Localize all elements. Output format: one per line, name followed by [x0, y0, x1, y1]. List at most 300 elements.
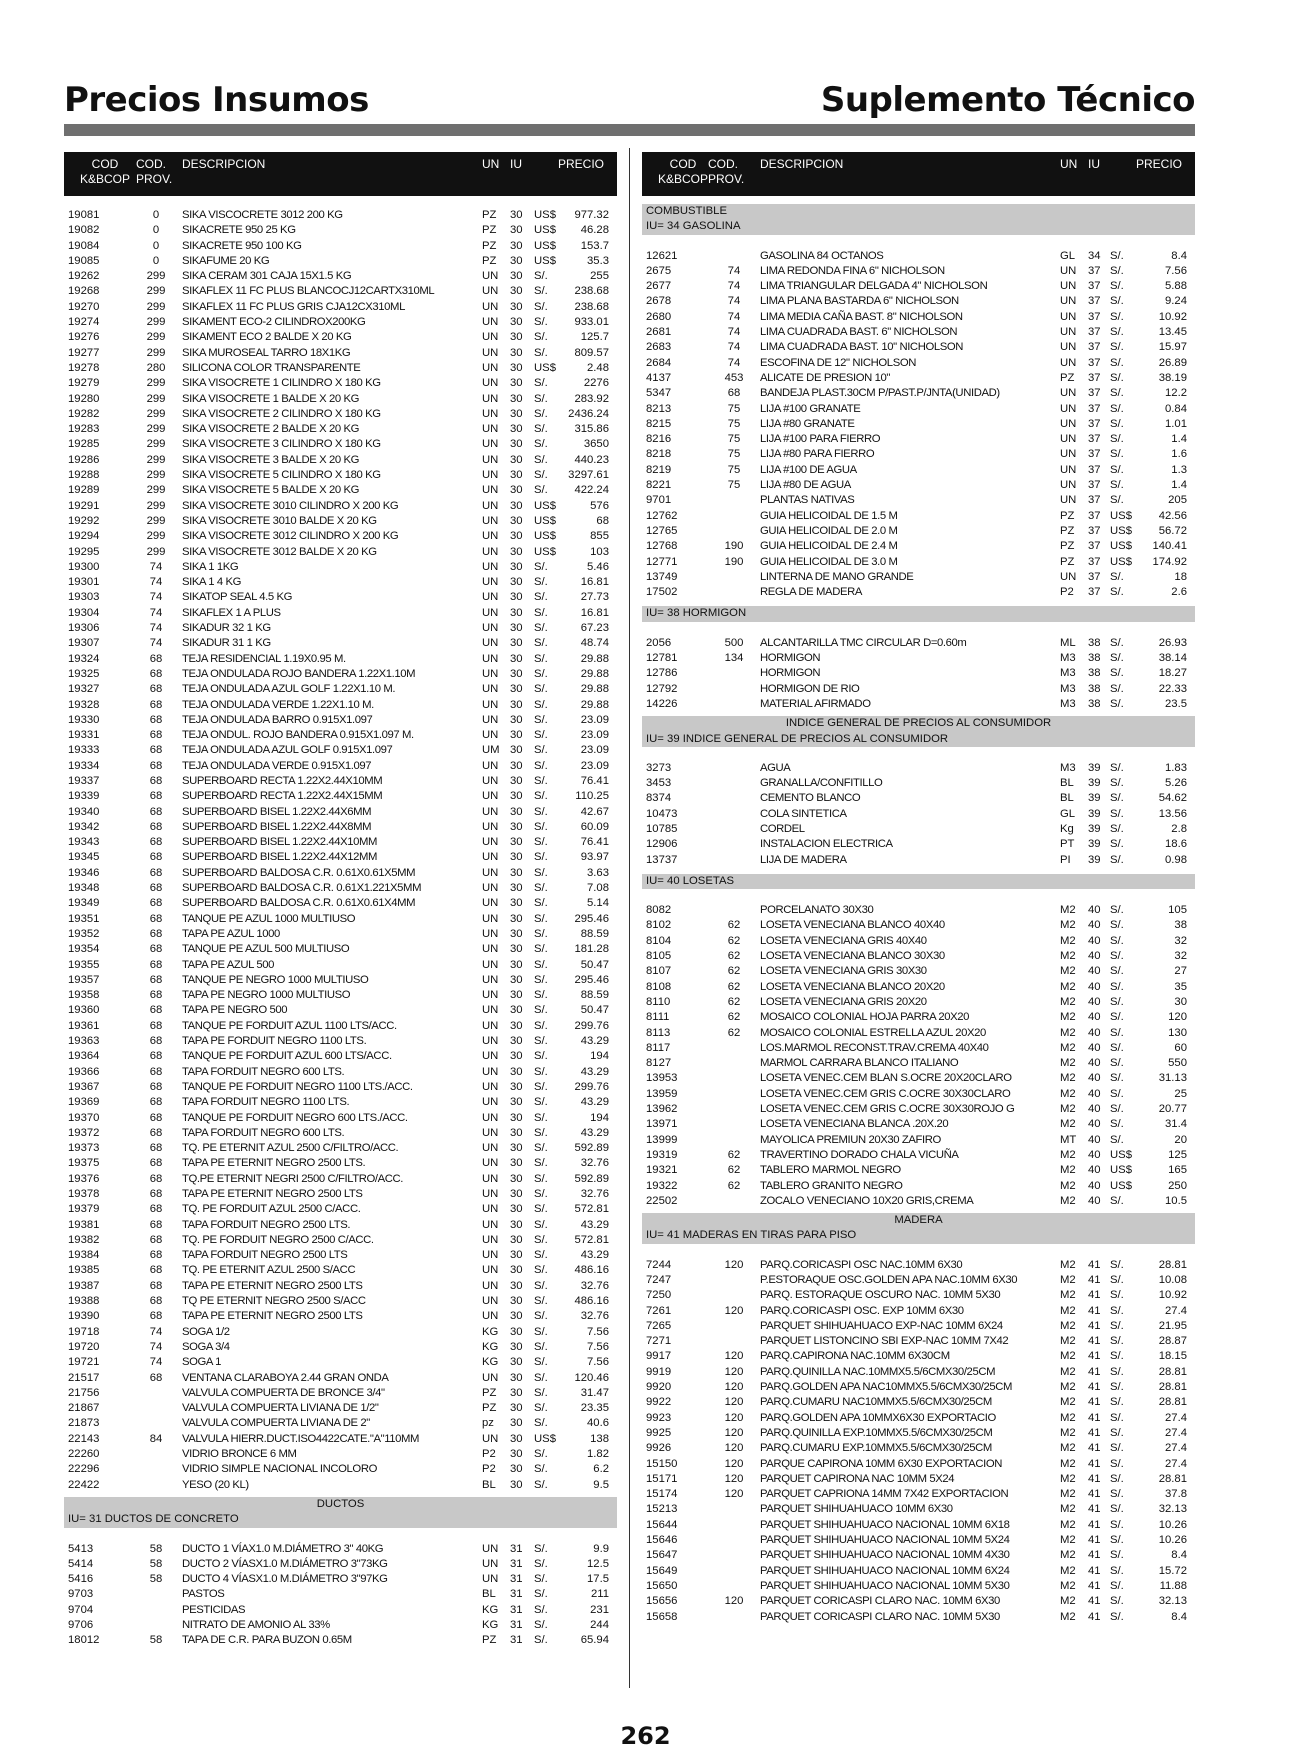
currency: US$ — [1110, 540, 1132, 553]
section-label: COMBUSTIBLE — [642, 204, 1195, 219]
unit: UN — [482, 530, 499, 543]
item-description: SIKA VISOCRETE 3012 BALDE X 20 KG — [182, 545, 377, 558]
provider-code: 68 — [149, 1371, 163, 1384]
currency: S/. — [1110, 1564, 1124, 1577]
provider-code: 120 — [724, 1472, 744, 1485]
iu-index: 41 — [1088, 1518, 1101, 1531]
item-code: 19307 — [68, 637, 100, 650]
provider-code: 299 — [146, 331, 166, 344]
item-description: SOGA 1/2 — [182, 1325, 230, 1338]
unit: UN — [482, 1371, 499, 1384]
currency: S/. — [1110, 1426, 1124, 1439]
item-code: 19372 — [68, 1126, 100, 1139]
price: 7.56 — [587, 1340, 609, 1353]
currency: S/. — [534, 1203, 548, 1216]
item-description: SUPERBOARD BALDOSA C.R. 0.61X0.61X5MM — [182, 866, 416, 879]
provider-code: 68 — [149, 958, 163, 971]
section-subtitle: IU= 34 GASOLINA — [642, 219, 1195, 234]
table-row — [642, 1380, 1195, 1395]
price: 238.68 — [574, 300, 609, 313]
item-code: 8107 — [646, 965, 672, 978]
unit: ML — [1060, 636, 1076, 649]
table-row — [642, 636, 1195, 651]
unit: UN — [482, 1279, 499, 1292]
item-code: 19295 — [68, 545, 100, 558]
table-row — [64, 1401, 617, 1416]
iu-index: 30 — [510, 989, 523, 1002]
item-code: 8221 — [646, 479, 672, 492]
table-row — [642, 1026, 1195, 1041]
price: 10.5 — [1165, 1194, 1187, 1207]
iu-index: 30 — [510, 698, 523, 711]
item-code: 15213 — [646, 1503, 678, 1516]
item-code: 19280 — [68, 392, 100, 405]
table-row — [64, 652, 617, 667]
table-row — [64, 728, 617, 743]
iu-index: 37 — [1088, 402, 1101, 415]
item-code: 9925 — [646, 1426, 672, 1439]
table-row — [64, 1034, 617, 1049]
table-row — [64, 468, 617, 483]
table-row — [642, 682, 1195, 697]
price: 231 — [590, 1603, 609, 1616]
provider-code: 299 — [146, 453, 166, 466]
item-code: 19378 — [68, 1188, 100, 1200]
iu-index: 30 — [510, 331, 523, 344]
iu-index: 31 — [510, 1573, 523, 1586]
price: 32.76 — [580, 1188, 609, 1200]
table-row — [642, 1564, 1195, 1579]
price: 2436.24 — [568, 407, 609, 420]
item-code: 19381 — [68, 1218, 100, 1231]
currency: S/. — [1110, 1274, 1124, 1286]
price: 440.23 — [574, 453, 609, 466]
price: 15.72 — [1158, 1564, 1187, 1577]
currency: S/. — [534, 882, 548, 895]
currency: S/. — [534, 1233, 548, 1246]
price: 27.4 — [1165, 1442, 1187, 1455]
price: 8.4 — [1171, 249, 1187, 262]
price: 933.01 — [574, 316, 609, 329]
table-row — [64, 545, 617, 560]
unit: UN — [482, 851, 499, 864]
price: 140.41 — [1152, 540, 1187, 553]
item-code: 19282 — [68, 407, 100, 420]
item-description: PARQUET LISTONCINO SBI EXP-NAC 10MM 7X42 — [760, 1335, 1009, 1348]
price: 40.6 — [587, 1417, 609, 1430]
currency: US$ — [534, 361, 556, 374]
iu-index: 30 — [510, 652, 523, 665]
currency: S/. — [1110, 1610, 1124, 1623]
item-description: TEJA ONDULADA AZUL GOLF 0.915X1.097 — [182, 744, 393, 757]
item-code: 19301 — [68, 576, 100, 589]
iu-index: 30 — [510, 1035, 523, 1048]
item-code: 9701 — [646, 494, 672, 507]
iu-index: 30 — [510, 606, 523, 619]
item-code: 19328 — [68, 698, 100, 711]
table-row — [642, 524, 1195, 539]
table-row — [642, 1441, 1195, 1456]
unit: M2 — [1060, 1457, 1076, 1470]
unit: KG — [482, 1340, 499, 1353]
currency: S/. — [1110, 494, 1124, 507]
item-description: SIKACRETE 950 25 KG — [182, 224, 296, 237]
provider-code: 68 — [149, 1233, 163, 1246]
item-description: LIMA CUADRADA BAST. 10" NICHOLSON — [760, 341, 964, 354]
section-subtitle: IU= 41 MADERAS EN TIRAS PARA PISO — [642, 1228, 1195, 1243]
iu-index: 39 — [1088, 792, 1101, 805]
table-row — [64, 1218, 617, 1233]
item-description: TABLERO GRANITO NEGRO — [760, 1179, 903, 1192]
table-row — [64, 1309, 617, 1324]
provider-code: 68 — [149, 1295, 163, 1308]
price: 10.92 — [1158, 310, 1187, 323]
unit: UN — [482, 514, 499, 527]
currency: S/. — [534, 927, 548, 940]
iu-index: 30 — [510, 1218, 523, 1231]
table-row — [642, 386, 1195, 401]
unit: BL — [482, 1588, 496, 1601]
unit: PZ — [482, 254, 497, 267]
price: 283.92 — [574, 392, 609, 405]
table-row — [642, 837, 1195, 852]
price: 28.81 — [1158, 1396, 1187, 1409]
currency: S/. — [534, 667, 548, 680]
iu-index: 37 — [1088, 387, 1101, 400]
price: 255 — [590, 270, 609, 283]
unit: UN — [482, 576, 499, 589]
unit: UN — [482, 377, 499, 390]
item-description: TQ. PE ETERNIT AZUL 2500 S/ACC — [182, 1264, 356, 1277]
item-description: TANQUE PE FORDUIT AZUL 1100 LTS/ACC. — [182, 1019, 397, 1032]
provider-code: 68 — [149, 774, 163, 787]
price: 1.82 — [587, 1448, 609, 1461]
currency: S/. — [534, 1249, 548, 1262]
currency: S/. — [534, 1386, 548, 1399]
iu-index: 39 — [1088, 822, 1101, 835]
table-row — [64, 896, 617, 911]
provider-code: 74 — [149, 591, 163, 604]
table-row — [64, 1572, 617, 1587]
item-description: TANQUE PE FORDUIT NEGRO 1100 LTS./ACC. — [182, 1080, 413, 1093]
price: 23.35 — [580, 1402, 609, 1415]
provider-code: 68 — [149, 1157, 163, 1170]
currency: S/. — [1110, 777, 1124, 790]
price: 38.14 — [1158, 652, 1187, 665]
item-code: 15647 — [646, 1549, 678, 1562]
item-description: TEJA ONDULADA ROJO BANDERA 1.22X1.10M — [182, 667, 416, 680]
price: 8.4 — [1171, 1549, 1187, 1562]
item-description: ESCOFINA DE 12" NICHOLSON — [760, 356, 916, 369]
provider-code: 74 — [727, 356, 741, 369]
item-description: SIKADUR 32 1 KG — [182, 622, 271, 635]
iu-index: 30 — [510, 469, 523, 482]
iu-index: 30 — [510, 744, 523, 757]
iu-index: 30 — [510, 300, 523, 313]
iu-index: 30 — [510, 1463, 523, 1476]
iu-index: 31 — [510, 1542, 523, 1555]
item-code: 19268 — [68, 285, 100, 298]
provider-code: 68 — [149, 1111, 163, 1124]
item-description: TABLERO MARMOL NEGRO — [760, 1164, 901, 1177]
unit: M2 — [1060, 1057, 1076, 1070]
item-code: 19306 — [68, 622, 100, 635]
item-code: 17502 — [646, 586, 678, 599]
item-code: 3453 — [646, 777, 672, 790]
table-row — [642, 447, 1195, 462]
item-description: SIKACRETE 950 100 KG — [182, 239, 302, 252]
item-description: TANQUE PE FORDUIT NEGRO 600 LTS./ACC. — [182, 1111, 408, 1124]
currency: S/. — [1110, 1534, 1124, 1547]
price: 2.48 — [587, 361, 609, 374]
item-description: LIMA PLANA BASTARDA 6" NICHOLSON — [760, 295, 959, 308]
currency: US$ — [534, 499, 556, 512]
unit: UN — [482, 989, 499, 1002]
item-description: PARQ.GOLDEN APA 10MMX6X30 EXPORTACIO — [760, 1411, 996, 1424]
unit: UN — [482, 1019, 499, 1032]
currency: S/. — [534, 1019, 548, 1032]
table-row — [642, 1472, 1195, 1487]
iu-index: 37 — [1088, 264, 1101, 277]
provider-code: 68 — [149, 1050, 163, 1063]
unit: M2 — [1060, 1194, 1076, 1207]
item-description: PESTICIDAS — [182, 1603, 246, 1616]
table-row — [642, 585, 1195, 600]
table-row — [64, 942, 617, 957]
currency: S/. — [1110, 1011, 1124, 1024]
provider-code: 299 — [146, 407, 166, 420]
currency: S/. — [1110, 586, 1124, 599]
table-row — [642, 1395, 1195, 1410]
unit: P2 — [482, 1448, 496, 1461]
unit: PZ — [482, 1402, 497, 1415]
item-code: 19363 — [68, 1035, 100, 1048]
table-row — [642, 1179, 1195, 1194]
provider-code: 68 — [149, 1203, 163, 1216]
currency: S/. — [1110, 1472, 1124, 1485]
iu-index: 40 — [1088, 950, 1101, 963]
currency: S/. — [534, 1634, 548, 1647]
price: 103 — [590, 545, 609, 558]
item-description: VALVULA COMPUERTA LIVIANA DE 2" — [182, 1417, 370, 1430]
table-row — [64, 1633, 617, 1648]
iu-index: 30 — [510, 1432, 523, 1445]
iu-index: 40 — [1088, 1194, 1101, 1207]
currency: S/. — [1110, 822, 1124, 835]
unit: PZ — [482, 1634, 497, 1647]
table-row — [64, 850, 617, 865]
currency: S/. — [1110, 1072, 1124, 1085]
currency: S/. — [1110, 1026, 1124, 1039]
provider-code: 75 — [727, 433, 741, 446]
currency: S/. — [1110, 761, 1124, 774]
unit: UN — [1060, 264, 1077, 277]
item-code: 8216 — [646, 433, 672, 446]
item-code: 19339 — [68, 790, 100, 803]
iu-index: 39 — [1088, 761, 1101, 774]
iu-index: 30 — [510, 1019, 523, 1032]
price: 153.7 — [580, 239, 609, 252]
price: 23.09 — [580, 729, 609, 742]
table-row — [64, 866, 617, 881]
price: 120.46 — [574, 1371, 609, 1384]
price: 299.76 — [574, 1019, 609, 1032]
header-prov: COD. PROV. — [708, 157, 745, 186]
provider-code: 62 — [727, 1148, 741, 1161]
provider-code: 0 — [152, 224, 160, 237]
item-code: 22296 — [68, 1463, 100, 1476]
iu-index: 30 — [510, 270, 523, 283]
item-code: 19364 — [68, 1050, 100, 1063]
unit: UN — [482, 285, 499, 298]
table-row — [64, 1019, 617, 1034]
currency: S/. — [1110, 1579, 1124, 1592]
currency: S/. — [534, 851, 548, 864]
price: 181.28 — [574, 943, 609, 956]
currency: S/. — [1110, 1133, 1124, 1146]
item-description: SOGA 1 — [182, 1356, 222, 1369]
provider-code: 62 — [727, 1026, 741, 1039]
table-row — [64, 1003, 617, 1018]
item-code: 12768 — [646, 540, 678, 553]
table-row — [64, 606, 617, 621]
unit: M3 — [1060, 682, 1076, 695]
currency: S/. — [534, 576, 548, 589]
item-description: PARQUET SHIHUAHUACO 10MM 6X30 — [760, 1503, 953, 1516]
currency: S/. — [534, 1295, 548, 1308]
provider-code: 120 — [724, 1381, 744, 1394]
item-description: LOSETA VENECIANA GRIS 20X20 — [760, 995, 927, 1008]
item-description: TANQUE PE NEGRO 1000 MULTIUSO — [182, 973, 369, 986]
unit: UN — [1060, 433, 1077, 446]
item-code: 19304 — [68, 606, 100, 619]
item-description: PARQUET CORICASPI CLARO NAC. 10MM 6X30 — [760, 1595, 1000, 1608]
header-desc: DESCRIPCION — [760, 157, 844, 171]
item-code: 21873 — [68, 1417, 100, 1430]
table-row — [64, 1294, 617, 1309]
item-code: 13959 — [646, 1087, 678, 1100]
unit: M2 — [1060, 1518, 1076, 1531]
header-un: UN — [1060, 157, 1078, 171]
currency: S/. — [534, 912, 548, 925]
currency: S/. — [1110, 1057, 1124, 1070]
item-code: 19388 — [68, 1295, 100, 1308]
item-code: 22422 — [68, 1478, 100, 1491]
table-row — [642, 1010, 1195, 1025]
iu-index: 30 — [510, 1295, 523, 1308]
unit: UN — [482, 683, 499, 696]
item-description: HORMIGON — [760, 652, 821, 665]
item-description: LIJA #100 GRANATE — [760, 402, 861, 415]
item-code: 19300 — [68, 560, 100, 573]
item-code: 13971 — [646, 1118, 678, 1131]
iu-index: 40 — [1088, 965, 1101, 978]
price: 8.4 — [1171, 1610, 1187, 1623]
item-code: 19367 — [68, 1080, 100, 1093]
iu-index: 30 — [510, 1264, 523, 1277]
price: 93.97 — [580, 851, 609, 864]
price: 23.5 — [1165, 697, 1187, 710]
item-description: HORMIGON — [760, 667, 821, 680]
header-desc: DESCRIPCION — [182, 157, 266, 171]
table-row — [64, 1141, 617, 1156]
unit: UN — [482, 805, 499, 818]
iu-index: 30 — [510, 346, 523, 359]
price: 10.92 — [1158, 1289, 1187, 1302]
iu-index: 41 — [1088, 1304, 1101, 1317]
table-row — [642, 918, 1195, 933]
provider-code: 68 — [149, 652, 163, 665]
iu-index: 30 — [510, 1142, 523, 1155]
price: 32.13 — [1158, 1595, 1187, 1608]
item-description: PARQUET SHIHUAHUACO NACIONAL 10MM 6X18 — [760, 1518, 1010, 1531]
unit: UN — [482, 1111, 499, 1124]
section-subtitle-ductos: IU= 31 DUCTOS DE CONCRETO — [64, 1512, 617, 1527]
currency: S/. — [534, 300, 548, 313]
item-description: BANDEJA PLAST.30CM P/PAST.P/JNTA(UNIDAD) — [760, 387, 1000, 400]
unit: UN — [482, 438, 499, 451]
header-un: UN — [482, 157, 500, 171]
item-description: TAPA FORDUIT NEGRO 2500 LTS — [182, 1249, 348, 1262]
item-description: MOSAICO COLONIAL HOJA PARRA 20X20 — [760, 1011, 970, 1024]
item-code: 19279 — [68, 377, 100, 390]
price: 20 — [1174, 1133, 1187, 1146]
unit: M2 — [1060, 1103, 1076, 1116]
item-description: CEMENTO BLANCO — [760, 792, 861, 805]
item-code: 12792 — [646, 682, 678, 695]
item-description: TQ. PE ETERNIT AZUL 2500 C/FILTRO/ACC. — [182, 1142, 399, 1155]
currency: US$ — [1110, 509, 1132, 522]
table-row — [642, 1457, 1195, 1472]
iu-index: 30 — [510, 1279, 523, 1292]
item-code: 15644 — [646, 1518, 678, 1531]
table-row — [64, 422, 617, 437]
item-description: SUPERBOARD BISEL 1.22X2.44X10MM — [182, 836, 378, 849]
table-row — [642, 555, 1195, 570]
price: 28.87 — [1158, 1335, 1187, 1348]
provider-code: 84 — [149, 1432, 163, 1445]
currency: S/. — [534, 713, 548, 726]
section-subtitle: IU= 38 HORMIGON — [642, 606, 1195, 621]
unit: UN — [482, 1249, 499, 1262]
iu-index: 30 — [510, 591, 523, 604]
iu-index: 38 — [1088, 682, 1101, 695]
iu-index: 40 — [1088, 934, 1101, 947]
item-description: SIKA VISOCRETE 5 BALDE X 20 KG — [182, 484, 359, 497]
provider-code: 120 — [724, 1426, 744, 1439]
unit: PZ — [1060, 555, 1075, 568]
price: 9.9 — [593, 1542, 609, 1555]
unit: UN — [482, 1035, 499, 1048]
price: 28.81 — [1158, 1365, 1187, 1378]
iu-index: 30 — [510, 897, 523, 910]
table-row — [642, 509, 1195, 524]
unit: UN — [482, 1573, 499, 1586]
unit: UN — [482, 1096, 499, 1109]
iu-index: 40 — [1088, 904, 1101, 917]
currency: S/. — [1110, 980, 1124, 993]
price: 54.62 — [1158, 792, 1187, 805]
price: 238.68 — [574, 285, 609, 298]
item-description: SOGA 3/4 — [182, 1340, 230, 1353]
table-row — [642, 964, 1195, 979]
item-description: SUPERBOARD BALDOSA C.R. 0.61X1.221X5MM — [182, 882, 422, 895]
iu-index: 30 — [510, 1157, 523, 1170]
price: 2276 — [583, 377, 609, 390]
currency: S/. — [1110, 1335, 1124, 1348]
price: 27.4 — [1165, 1457, 1187, 1470]
iu-index: 30 — [510, 545, 523, 558]
